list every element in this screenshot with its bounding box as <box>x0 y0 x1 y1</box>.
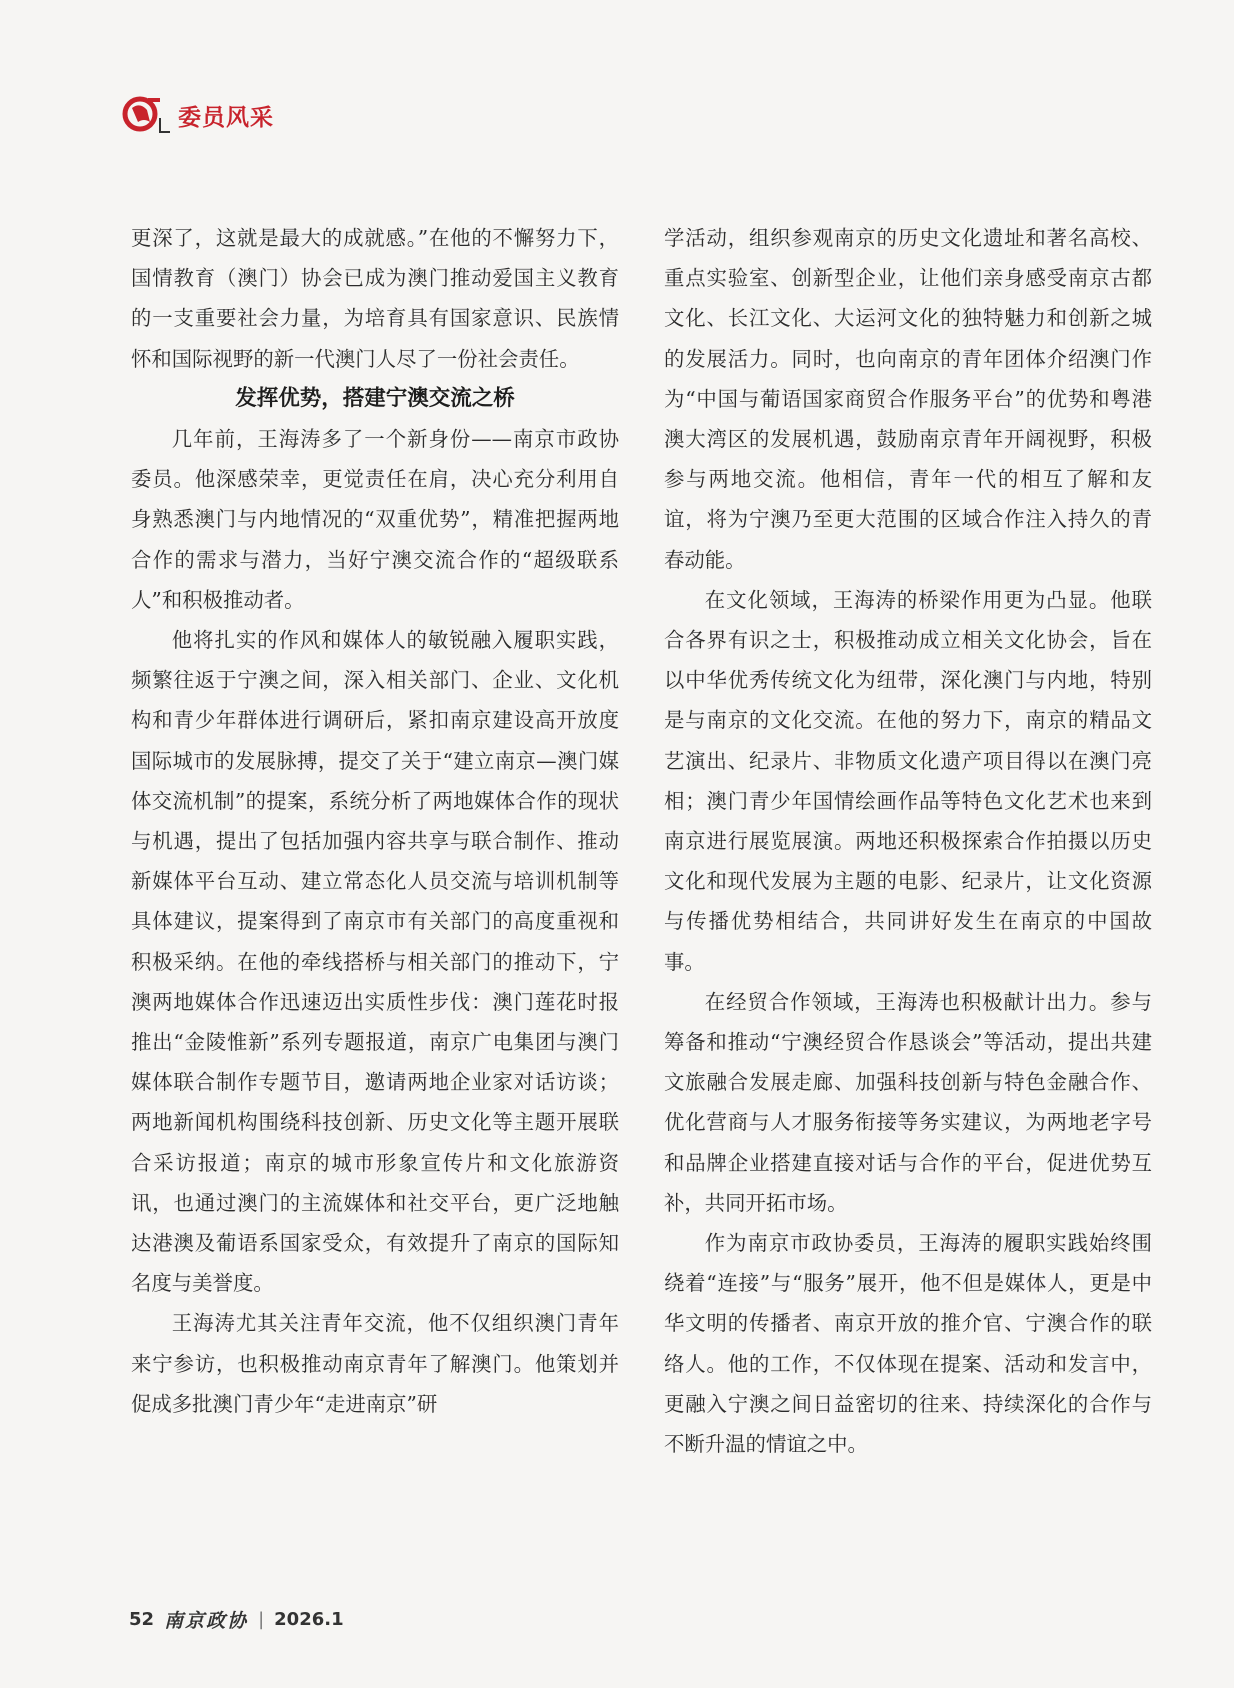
page-footer <box>129 1606 344 1633</box>
article-paragraph: 他将扎实的作风和媒体人的敏锐融入履职实践，频繁往返于宁澳之间，深入相关部门、企业、文化机构和青少年群体进行调研后，紧扣南京建设高开放度国际城市的发展脉搏，提交了关于“建立南京—澳门媒体交流机制”的提案，系统分析了两地媒体合作的现状与机遇，提出了包括加强内容共享与联合制作、推动新媒体平台互动、建立常态化人员交流与培训机制等具体建议，提案得到了南京市有关部门的高度重视和积极采纳。在他的牵线搭桥与相关部门的推动下，宁澳两地媒体合作迅速迈出实质性步伐：澳门莲花时报推出“金陵惟新”系列专题报道，南京广电集团与澳门媒体联合制作专题节目，邀请两地企业家对话访谈；两地新闻机构围绕科技创新、历史文化等主题开展联合采访报道；南京的城市形象宣传片和文化旅游资讯，也通过澳门的主流媒体和社交平台，更广泛地触达港澳及葡语系国家受众，有效提升了南京的国际知名度与美誉度。 <box>131 628 619 1296</box>
footer-separator: | <box>258 1609 265 1630</box>
article-paragraph: 学活动，组织参观南京的历史文化遗址和著名高校、重点实验室、创新型企业，让他们亲身感受南京古都文化、长江文化、大运河文化的独特魅力和创新之城的发展活力。同时，也向南京的青年团体介绍澳门作为“中国与葡语国家商贸合作服务平台”的优势和粤港澳大湾区的发展机遇，鼓励南京青年开阔视野，积极参与两地交流。他相信，青年一代的相互了解和友谊，将为宁澳乃至更大范围的区域合作注入持久的青春动能。 <box>664 226 1152 572</box>
section-title: 委员风采 <box>178 104 274 131</box>
article-paragraph: 在经贸合作领域，王海涛也积极献计出力。参与筹备和推动“宁澳经贸合作恳谈会”等活动，提出共建文旅融合发展走廊、加强科技创新与特色金融合作、优化营商与人才服务衔接等务实建议，为两地老字号和品牌企业搭建直接对话与合作的平台，促进优势互补，共同开拓市场。 <box>664 989 1152 1215</box>
article-paragraph: 王海涛尤其关注青年交流，他不仅组织澳门青年来宁参访，也积极推动南京青年了解澳门。他策划并促成多批澳门青少年“走进南京”研 <box>131 1311 619 1416</box>
page-number: 52 <box>129 1609 155 1630</box>
article-paragraph: 更深了，这就是最大的成就感。”在他的不懈努力下，国情教育（澳门）协会已成为澳门推动爱国主义教育的一支重要社会力量，为培育具有国家意识、民族情怀和国际视野的新一代澳门人尽了一份社会责任。 <box>131 226 619 371</box>
section-heading: 发挥优势，搭建宁澳交流之桥 <box>235 385 515 411</box>
article-column-right <box>664 218 1152 1464</box>
article-paragraph: 几年前，王海涛多了一个新身份——南京市政协委员。他深感荣幸，更觉责任在肩，决心充分利用自身熟悉澳门与内地情况的“双重优势”，精准把握两地合作的需求与潜力，当好宁澳交流合作的“超级联系人”和积极推动者。 <box>131 427 619 612</box>
magazine-name: 南京政协 <box>164 1610 249 1632</box>
page-header <box>120 92 274 138</box>
article-paragraph: 作为南京市政协委员，王海涛的履职实践始终围绕着“连接”与“服务”展开，他不但是媒体人，更是中华文明的传播者、南京开放的推介官、宁澳合作的联络人。他的工作，不仅体现在提案、活动和发言中，更融入宁澳之间日益密切的往来、持续深化的合作与不断升温的情谊之中。 <box>664 1231 1152 1457</box>
section-logo-icon <box>120 92 174 138</box>
article-column-left <box>131 218 619 1424</box>
article-paragraph: 在文化领域，王海涛的桥梁作用更为凸显。他联合各界有识之士，积极推动成立相关文化协会，旨在以中华优秀传统文化为纽带，深化澳门与内地，特别是与南京的文化交流。在他的努力下，南京的精品文艺演出、纪录片、非物质文化遗产项目得以在澳门亮相；澳门青少年国情绘画作品等特色文化艺术也来到南京进行展览展演。两地还积极探索合作拍摄以历史文化和现代发展为主题的电影、纪录片，让文化资源与传播优势相结合，共同讲好发生在南京的中国故事。 <box>664 587 1152 974</box>
issue-number: 2026.1 <box>274 1609 344 1630</box>
